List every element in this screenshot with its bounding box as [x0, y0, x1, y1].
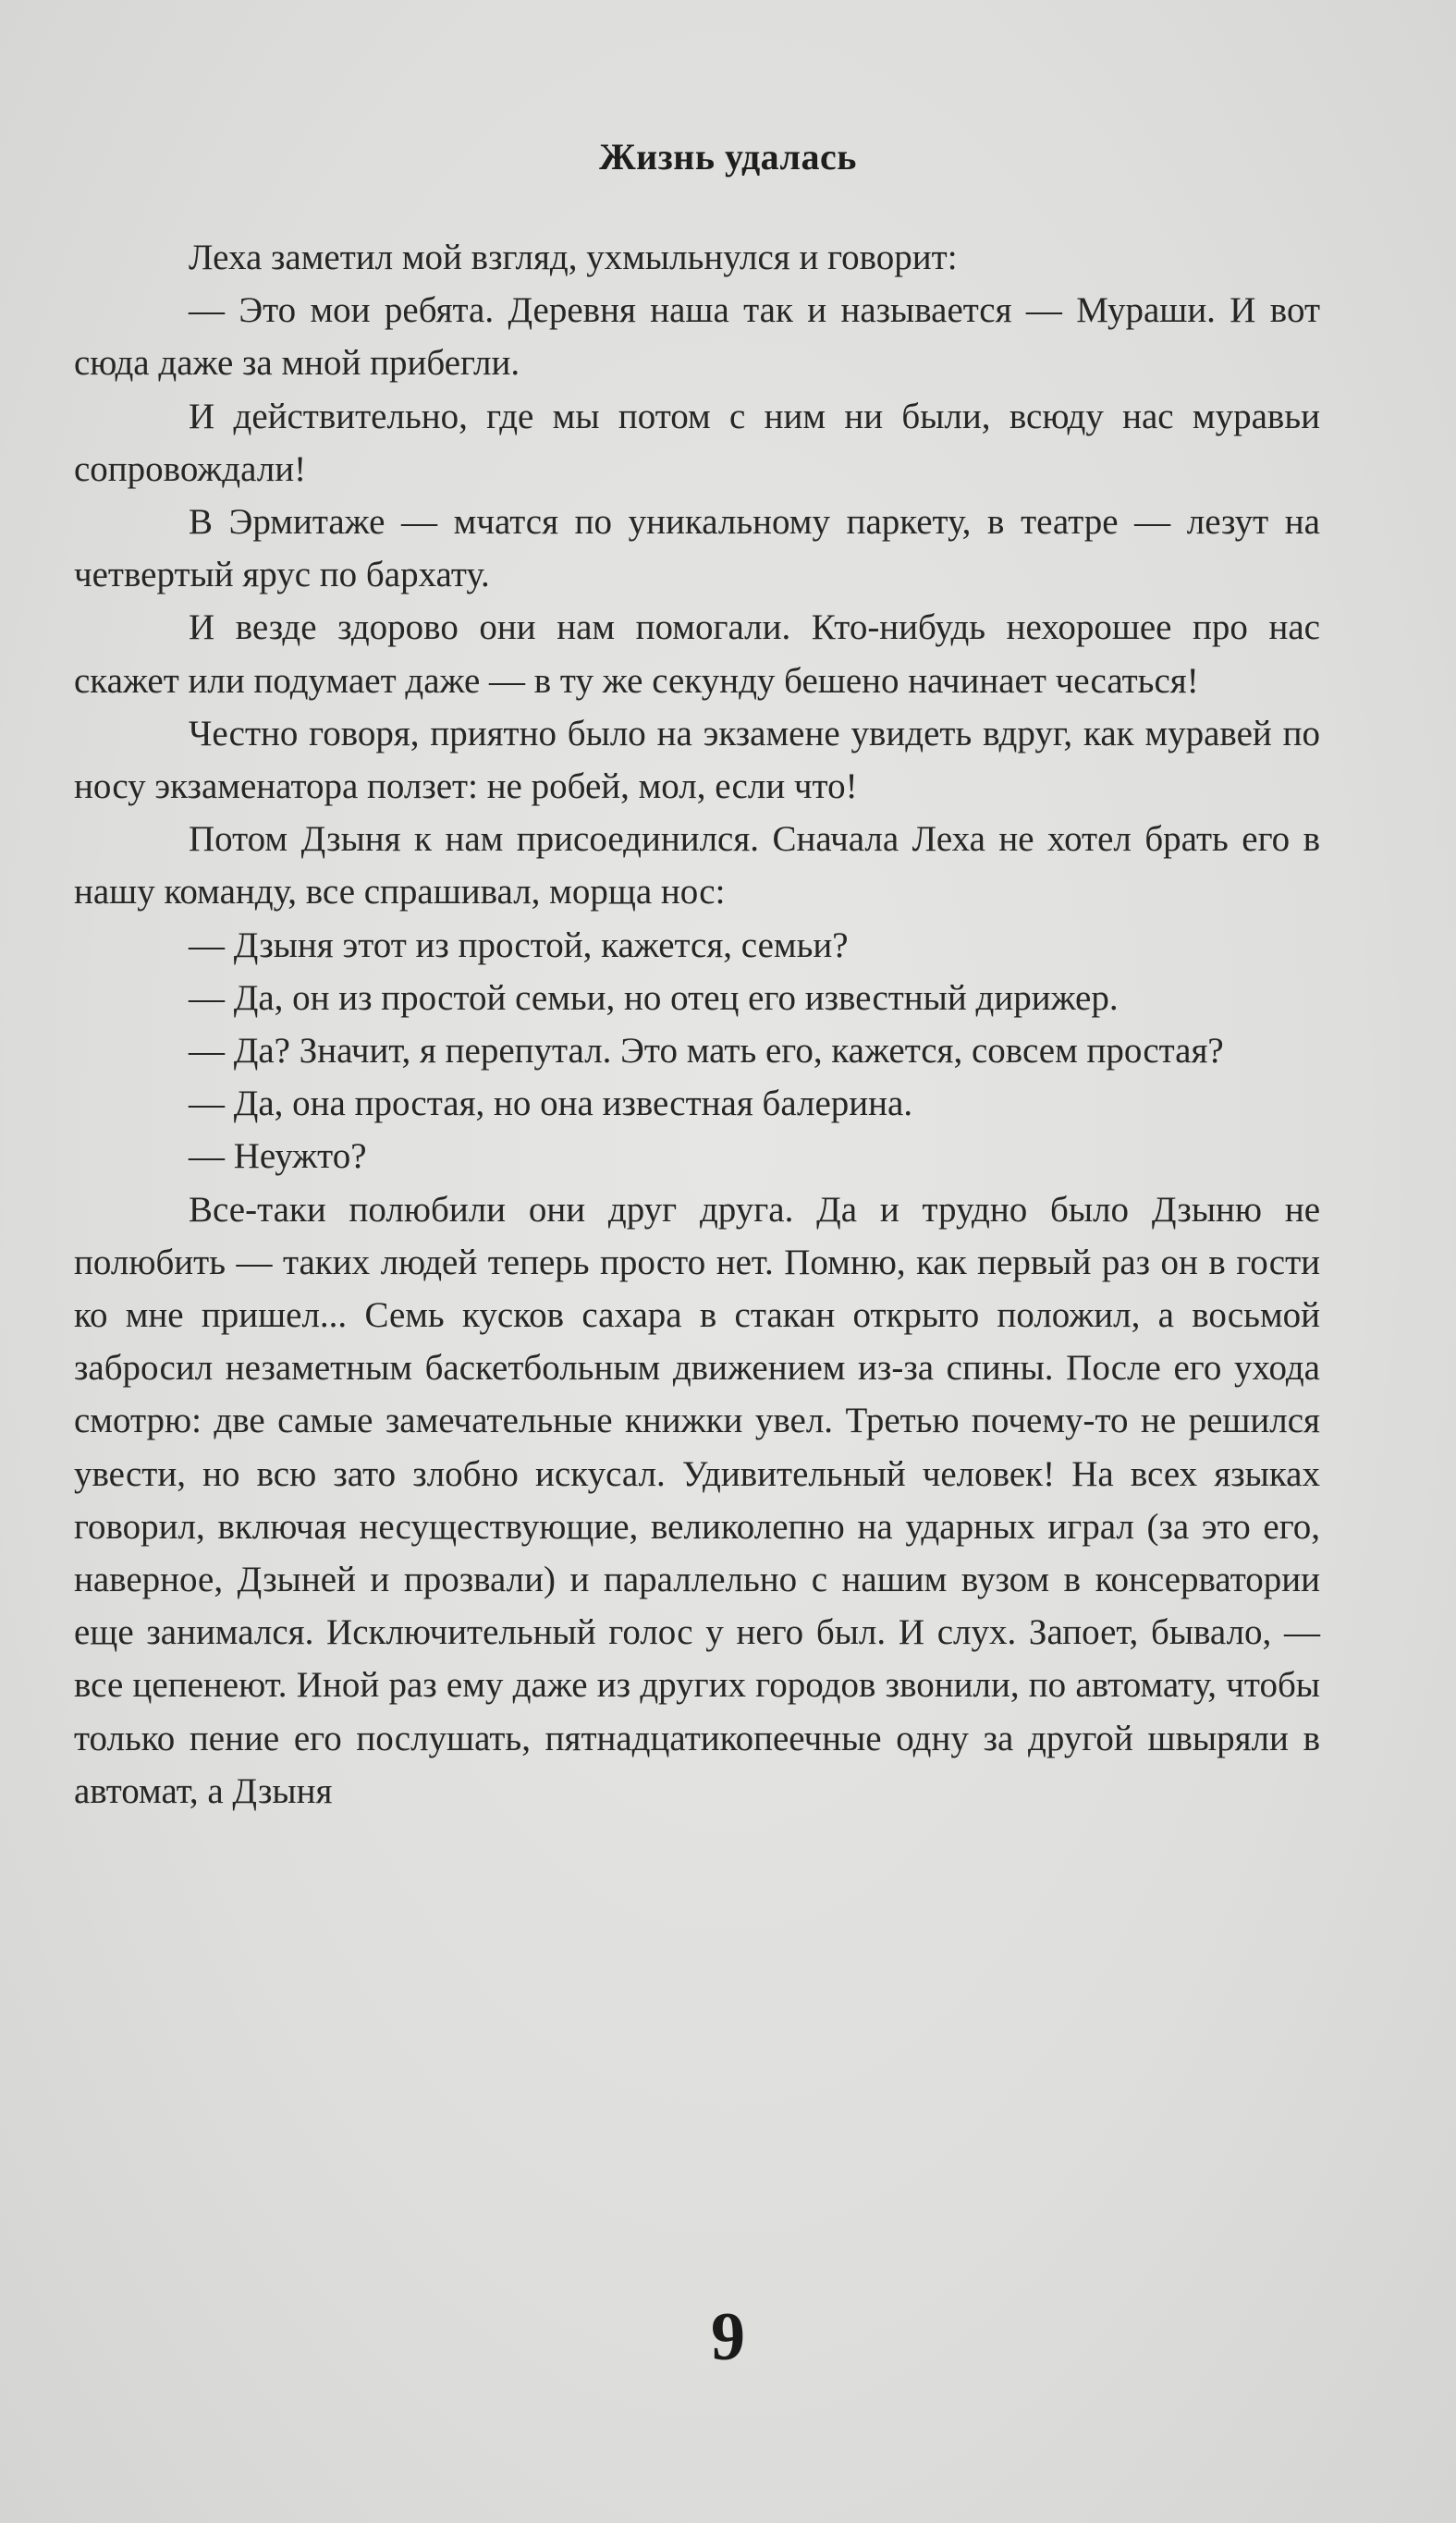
dialogue-line: — Да, он из простой семьи, но отец его известный дирижер.	[189, 977, 1119, 1018]
paragraph: — Это мои ребята. Деревня наша так и называется — Мураши. И вот сюда даже за мной прибегли.	[74, 290, 1320, 384]
paragraph: В Эрмитаже — мчатся по уникальному паркету, в театре — лезут на четвертый ярус по бархату.	[74, 502, 1320, 595]
body-text	[74, 231, 1320, 1818]
dialogue-line: — Неужто?	[189, 1136, 367, 1177]
paragraph: Честно говоря, приятно было на экзамене увидеть вдруг, как муравей по носу экзаменатора ползет: не робей, мол, если что!	[74, 713, 1320, 807]
paragraph: И действительно, где мы потом с ним ни были, всюду нас муравьи сопровождали!	[74, 396, 1320, 489]
paragraph: И везде здорово они нам помогали. Кто-нибудь нехорошее про нас скажет или подумает даже — в ту же секунду бешено начинает чесаться!	[74, 607, 1320, 701]
dialogue-line: — Да, она простая, но она известная балерина.	[189, 1084, 913, 1124]
paragraph: Все-таки полюбили они друг друга. Да и трудно было Дзыню не полюбить — таких людей теперь просто нет. Помню, как первый раз он в гости ко мне пришел... Семь кусков сахара в стакан открыто положил, а восьмой забросил незаметным баскетбольным движением из-за спины. После его ухода смотрю: две самые замечательные книжки увел. Третью почему-то не решился увести, но всю зато злобно искусал. Удивительный человек! На всех языках говорил, включая несуществующие, великолепно на ударных играл (за это его, наверное, Дзыней и прозвали) и параллельно с нашим вузом в консерватории еще занимался. Исключительный голос у него был. И слух. Запоет, бывало, — все цепенеют. Иной раз ему даже из других городов звонили, по автомату, чтобы только пение его послушать, пятнадцатикопеечные одну за другой швыряли в автомат, а Дзыня	[74, 1189, 1320, 1811]
page-number: 9	[711, 2299, 745, 2375]
dialogue-line: — Дзыня этот из простой, кажется, семьи?	[189, 925, 849, 965]
paragraph: Леха заметил мой взгляд, ухмыльнулся и говорит:	[189, 238, 958, 277]
paragraph: Потом Дзыня к нам присоединился. Сначала Леха не хотел брать его в нашу команду, все спрашивал, морща нос:	[74, 819, 1320, 912]
running-head: Жизнь удалась	[599, 136, 857, 178]
dialogue-line: — Да? Значит, я перепутал. Это мать его, кажется, совсем простая?	[189, 1031, 1224, 1072]
